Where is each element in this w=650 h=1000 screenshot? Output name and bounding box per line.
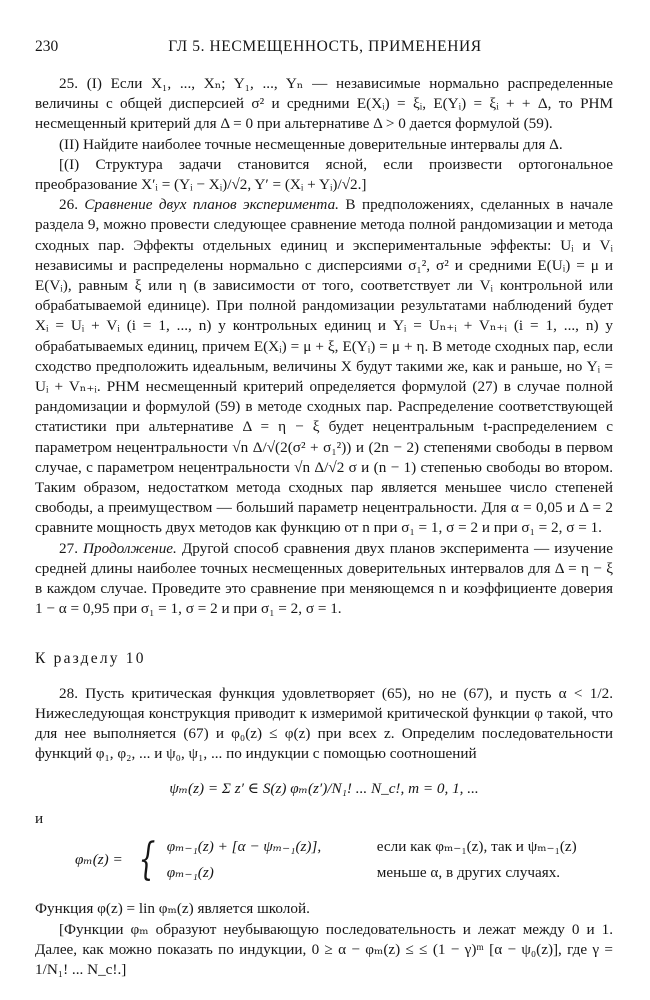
problem-25-part-1 bbox=[35, 74, 613, 135]
case-2-expression: φₘ₋₁(z) bbox=[166, 864, 214, 882]
problem-28-hint: [Функции φₘ образуют неубывающую последовательность и лежат между 0 и 1. Далее, как можно показать по индукции, 0 ≥ α − φₘ(z) ≤ ≤ (1 − γ)ᵐ [α − ψ₀(z)], где γ = 1/N₁! ... N_c!.] bbox=[35, 920, 613, 978]
problem-27-number: 27. bbox=[59, 539, 78, 557]
problem-26-number: 26. bbox=[59, 196, 78, 214]
case-1-expression: φₘ₋₁(z) + [α − ψₘ₋₁(z)], bbox=[166, 837, 322, 855]
school-statement: Функция φ(z) = lin φₘ(z) является школой. bbox=[35, 900, 310, 918]
problem-26-text: В предположениях, сделанных в начале раздела 9, можно провести следующее сравнение метода полной рандомизации и метода сходных пар. Эффекты отдельных единиц и экспериментальные эффекты: Uᵢ и Vᵢ независимы и распределены нормально с дисперсиями σ₁², σ² и средними E(Uᵢ) = μ и E(Vᵢ), равным ξ или η (в зависимости от того, соответствует ли Vᵢ контрольной или обрабатываемой единице). При полной рандомизации результатами наблюдений будет Xᵢ = Uᵢ + Vᵢ (i = 1, ..., n) у контрольных единиц и Yᵢ = Uₙ₊ᵢ + Vₙ₊ᵢ (i = 1, ..., n) у обрабатываемых единиц, причем E(Xᵢ) = μ + ξ, E(Yᵢ) = μ + η. В методе сходных пар, если сходство предположить идеальным, величины X будут такими же, как и раньше, но Yᵢ = Uᵢ + Vₙ₊ᵢ. РНМ несмещенный критерий определяется формулой (27) в случае полной рандомизации и формулой (59) в методе сходных пар. Распределение соответствующей статистики при альтернативе Δ = η − ξ будет нецентральным t-распределением с параметром нецентральности √n Δ/√(2(σ² + σ₁²)) и (2n − 2) степенями свободы в первом случае, с параметром нецентральности √n Δ/√2 σ и (n − 1) степенью свободы во втором. Таким образом, недостатком метода сходных пар является меньшее число степеней свободы, а преимуществом — больший параметр нецентральности. Для α = 0,05 и Δ = 2 сравните мощность двух методов как функцию от n при σ₁ = 1, σ = 2 и при σ₁ = 2, σ = 1. bbox=[35, 196, 614, 537]
case-2-condition: меньше α, в других случаях. bbox=[376, 864, 561, 882]
page-number: 230 bbox=[35, 38, 59, 55]
problem-27-title: Продолжение. bbox=[83, 539, 177, 557]
left-brace-symbol: { bbox=[138, 834, 156, 886]
problem-28-text: Пусть критическая функция удовлетворяет (65), но не (67), и пусть α < 1/2. Нижеследующая конструкция приводит к измеримой критической функции φ такой, что для нее выполняется (67) и φ₀(z) ≤ φ(z) при всех z. Определим последовательности функций φ₁, φ₂, ... и ψ₀, ψ₁, ... по индукции с помощью соотношений bbox=[35, 684, 613, 763]
section-heading: К разделу 10 bbox=[35, 650, 146, 668]
phi-lhs: φₘ(z) = bbox=[75, 851, 123, 868]
problem-25-number: 25. bbox=[59, 75, 78, 92]
problem-27-text: Другой способ сравнения двух планов эксперимента — изучение средней длины наиболее точных несмещенных доверительных интервалов для Δ = η − ξ в каждом случае. Проведите это сравнение при меняющемся n и коэффициенте доверия 1 − α = 0,95 при σ₁ = 1, σ = 2 и при σ₁ = 2, σ = 1. bbox=[35, 539, 613, 618]
case-1-condition: если как φₘ₋₁(z), так и ψₘ₋₁(z) bbox=[376, 837, 577, 855]
problem-28 bbox=[35, 684, 613, 765]
connector-word: и bbox=[35, 809, 44, 827]
running-title: ГЛ 5. НЕСМЕЩЕННОСТЬ, ПРИМЕНЕНИЯ bbox=[168, 38, 482, 55]
page-body bbox=[35, 74, 613, 980]
problem-25-part-2: (II) Найдите наиболее точные несмещенные доверительные интервалы для Δ. bbox=[59, 135, 563, 153]
problem-27 bbox=[35, 539, 613, 620]
page-header bbox=[35, 38, 615, 58]
phi-piecewise-formula bbox=[75, 834, 613, 886]
problem-26-title: Сравнение двух планов эксперимента. bbox=[84, 196, 339, 214]
phi-cases bbox=[167, 837, 577, 883]
problem-26 bbox=[35, 195, 613, 538]
problem-25-hint: [(I) Структура задачи становится ясной, если произвести ортогональное преобразование X′ᵢ = (Yᵢ − Xᵢ)/√2, Y′ = (Xᵢ + Yᵢ)/√2.] bbox=[35, 155, 613, 194]
problem-28-number: 28. bbox=[59, 684, 78, 702]
problem-25-text: (I) Если X₁, ..., Xₙ; Y₁, ..., Yₙ — независимые нормально распределенные величины с общей дисперсией σ² и средними E(Xᵢ) = ξᵢ, E(Yᵢ) = ξᵢ + + Δ, то РНМ несмещенный критерий для Δ = 0 при альтернативе Δ > 0 дается формулой (59). bbox=[35, 75, 613, 133]
psi-formula: ψₘ(z) = Σ z′ ∈ S(z) φₘ(z′)/N₁! ... N_c!, m = 0, 1, ... bbox=[169, 779, 479, 797]
